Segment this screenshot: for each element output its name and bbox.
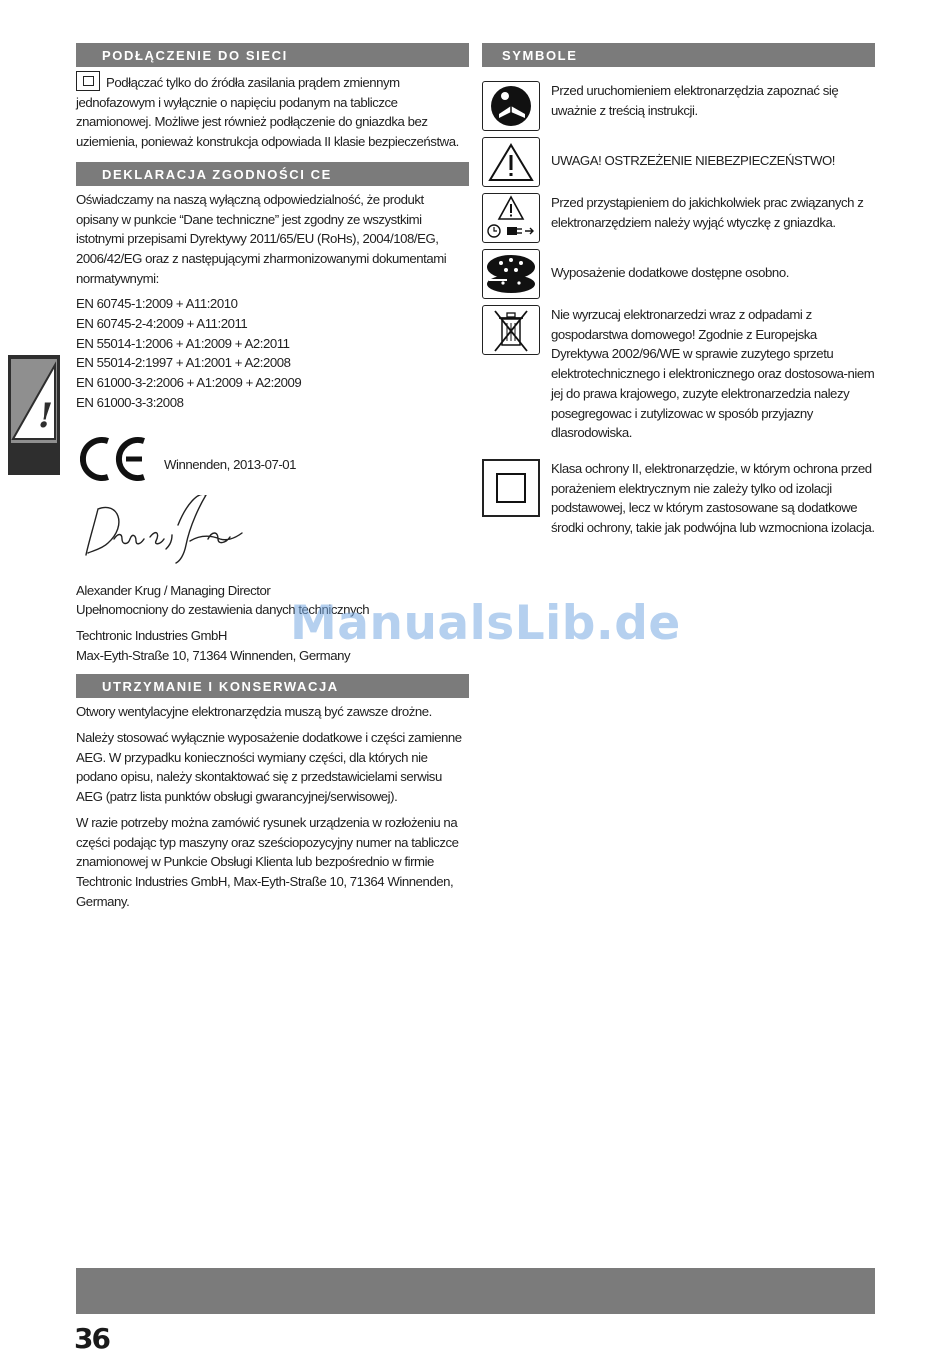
symbol-text: UWAGA! OSTRZEŻENIE NIEBEZPIECZEŃSTWO! xyxy=(551,153,835,168)
warning-triangle-icon xyxy=(11,359,57,443)
maintenance-p1: Otwory wentylacyjne elektronarzędzia muszą być zawsze drożne. xyxy=(76,704,432,720)
power-paragraph xyxy=(76,71,469,152)
maintenance-p2: Należy stosować wyłącznie wyposażenie dodatkowe i części zamienne AEG. W przypadku konieczności wymiany części, dla których nie podano opisu, należy skontaktować się z przedstawicielami serwisu AEG (patrz lista punktów obsługi gwarancyjnej/serwisowej). xyxy=(76,730,462,805)
section-heading-declaration: DEKLARACJA ZGODNOŚCI CE xyxy=(76,162,469,186)
standard-item: EN 61000-3-3:2008 xyxy=(76,394,184,410)
standard-item: EN 55014-1:2006 + A1:2009 + A2:2011 xyxy=(76,335,290,351)
weee-bin-icon xyxy=(482,305,540,355)
left-column xyxy=(76,43,469,911)
standard-item: EN 60745-2-4:2009 + A11:2011 xyxy=(76,316,248,332)
section-heading-maintenance: UTRZYMANIE I KONSERWACJA xyxy=(76,674,469,698)
ce-row xyxy=(76,435,469,487)
ce-mark-icon xyxy=(80,435,148,483)
accessories-icon xyxy=(482,249,540,299)
symbol-row xyxy=(482,81,875,131)
maintenance-p3: W razie potrzeby można zamówić rysunek urządzenia w rozłożeniu na części podając typ maszyny oraz sześciopozycyjny numer na tabliczce znamionowej w Punkcie Obsługi Klienta lub bezpośrednio w firmie Techtronic Industries GmbH, Max-Eyth-Straße 10, 71364 Winnenden, Germany. xyxy=(76,814,459,909)
symbol-row xyxy=(482,137,875,187)
footer-bar xyxy=(76,1268,875,1314)
standard-item: EN 60745-1:2009 + A11:2010 xyxy=(76,296,238,312)
side-tab-panel xyxy=(11,359,57,443)
unplug-warning-icon xyxy=(482,193,540,243)
class-ii-small-icon xyxy=(76,71,100,91)
read-manual-icon xyxy=(482,81,540,131)
company-address: Max-Eyth-Straße 10, 71364 Winnenden, Germany xyxy=(76,647,351,663)
symbol-text: Przed przystąpieniem do jakichkolwiek prac związanych z elektronarzędziem należy wyjąć wtyczkę z gniazdka. xyxy=(551,195,864,230)
section-heading-symbols: SYMBOLE xyxy=(482,43,875,67)
svg-text:!: ! xyxy=(38,396,53,436)
declaration-paragraph: Oświadczamy na naszą wyłączną odpowiedzialność, że produkt opisany w punkcie “Dane techniczne” jest zgodny ze wszystkimi istotnymi przepisami Dyrektywy 2011/65/EU (RoHs), 2004/108/EG, 2006/42/EG oraz z następującymi zharmonizowanymi dokumentami normatywnymi: xyxy=(76,191,447,286)
side-warning-tab xyxy=(8,355,60,475)
symbol-row xyxy=(482,193,875,243)
standards-list xyxy=(76,294,469,412)
symbol-text: Klasa ochrony II, elektronarzędzie, w którym ochrona przed porażeniem elektrycznym nie zależy tylko od izolacji podstawowej, lecz w którym zastosowane są dodatkowe środki ochrony, takie jak podwójna lub wzmocniona izolacja. xyxy=(551,460,875,536)
signatory: Alexander Krug / Managing Director xyxy=(76,582,271,598)
standard-item: EN 61000-3-2:2006 + A1:2009 + A2:2009 xyxy=(76,375,302,391)
symbol-row xyxy=(482,305,875,443)
symbol-row xyxy=(482,459,875,538)
standard-item: EN 55014-2:1997 + A1:2001 + A2:2008 xyxy=(76,355,291,371)
page-number: 36 xyxy=(74,1322,109,1355)
right-column xyxy=(482,43,875,544)
place-date: Winnenden, 2013-07-01 xyxy=(164,456,297,472)
company-name: Techtronic Industries GmbH xyxy=(76,627,228,643)
section-heading-power: PODŁĄCZENIE DO SIECI xyxy=(76,43,469,67)
power-text: Podłączać tylko do źródła zasilania prądem zmiennym jednofazowym i wyłącznie o napięciu podanym na tabliczce znamionowej. Możliwe jest również podłączenie do gniazdka bez uziemienia, ponieważ konstrukcja odpowiada II klasie bezpieczeństwa. xyxy=(76,75,459,150)
symbol-text: Nie wyrzucaj elektronarzedzi wraz z odpadami z gospodarstwa domowego! Zgodnie z Europejska Dyrektywa 2002/96/WE w sprawie zuzytego sprzetu elektrotechnicznego i elektronicznego oraz dostosowa-niem jej do prawa krajowego, zuzyte elektronarzedzia nalezy posegregowac i zutylizowac w sposób przyjazny dlasrodowiska. xyxy=(551,307,875,441)
signature-image xyxy=(78,495,248,575)
authorized-statement: Upełnomocniony do zestawienia danych technicznych xyxy=(76,602,370,618)
symbol-row xyxy=(482,249,875,299)
warning-icon xyxy=(482,137,540,187)
watermark: ManualsLib.de xyxy=(290,596,681,651)
symbol-text: Przed uruchomieniem elektronarzędzia zapoznać się uważnie z treścią instrukcji. xyxy=(551,83,839,118)
symbol-text: Wyposażenie dodatkowe dostępne osobno. xyxy=(551,265,789,280)
class-ii-icon xyxy=(482,459,540,517)
